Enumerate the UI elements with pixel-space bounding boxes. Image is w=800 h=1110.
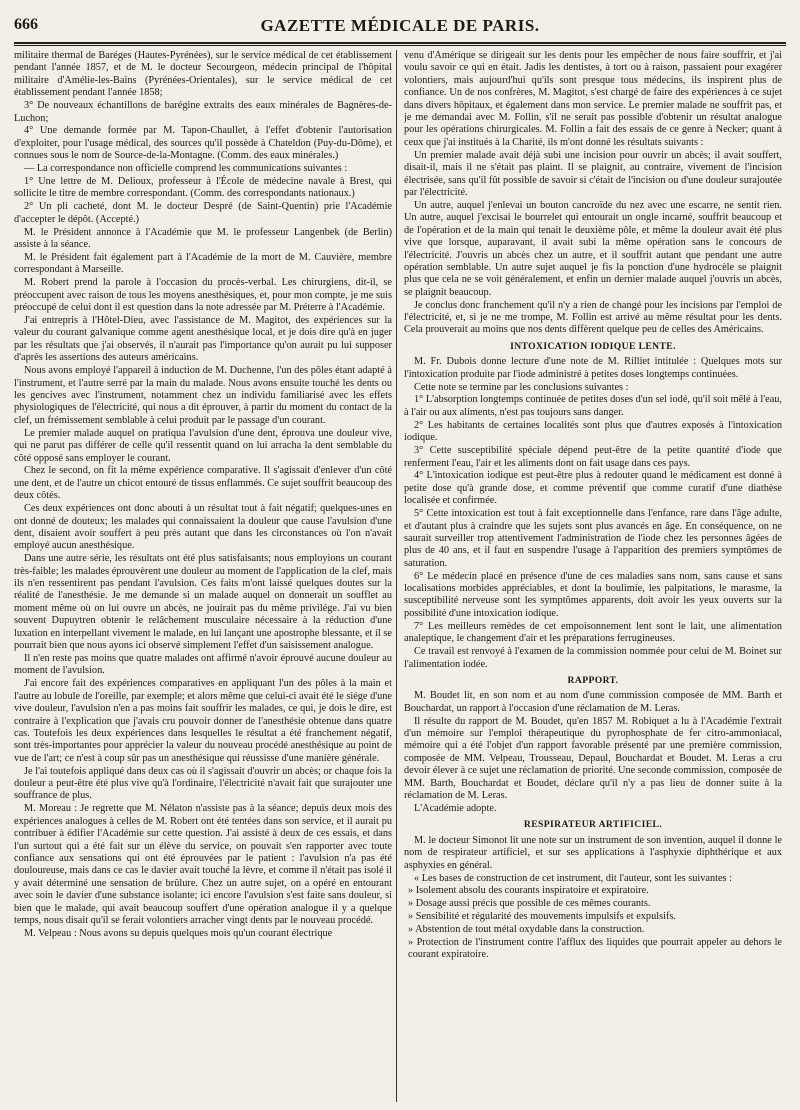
header-rule-thin <box>14 45 786 46</box>
paragraph: 4° L'intoxication iodique est peut-être plus à redouter quand le médicament est donné à petite dose qu'à grande dose, et comme préventif que comme curatif d'une diathèse localisée et confirmée. <box>404 470 782 507</box>
paragraph: M. Velpeau : Nous avons su depuis quelques mois qu'un courant électrique <box>24 927 333 939</box>
paragraph: venu d'Amérique se dirigeait sur les dents pour les empêcher de nous faire souffrir, et j'ai voulu savoir ce qui en était. Jadis les dentistes, à tort ou à raison, passaient pour exagérer volontiers, mais aujourd'hui qu'ils sont presque tous médecins, ils inspirent plus de confiance. Un de nos confrères, M. Magitot, s'est chargé de faire des expériences à ce sujet dans divers hôpitaux, et également dans mon service. Le premier malade ne souffrit pas, et je me demandai avec M. Follin, s'il ne serait pas possible d'obtenir un résultat analogue pour les opérations chirurgicales. M. Follin a fait des essais de ce genre à Necker; quant à ceux que j'ai institués à la Charité, ils m'ont donné les résultats suivants : <box>404 50 782 148</box>
quote-line: » Protection de l'instrument contre l'afflux des liquides que pourrait appeler au dehors le courant expiratoire. <box>408 937 782 961</box>
paragraph: M. le Président annonce à l'Académie que M. le professeur Langenbek (de Berlin) assiste à la séance. <box>14 226 392 251</box>
paragraph: 2° Les habitants de certaines localités sont plus que d'autres exposés à l'intoxication iodique. <box>404 419 782 444</box>
paragraph: Le premier malade auquel on pratiqua l'avulsion d'une dent, éprouva une douleur vive, qui ne parut pas différer de celle qu'il ressentit quand on lui arracha la dent semblable du côté opposé sans employer le courant. <box>14 427 392 464</box>
quote-line: » Dosage aussi précis que possible de ces mêmes courants. <box>408 898 651 910</box>
paragraph: M. Fr. Dubois donne lecture d'une note de M. Rilliet intitulée : Quelques mots sur l'intoxication produite par l'iode administré à petites doses longtemps continuées. <box>404 356 782 380</box>
section-heading-iodique: INTOXICATION IODIQUE LENTE. <box>510 340 676 352</box>
paragraph: L'Académie adopte. <box>414 802 497 814</box>
paragraph: 4° Une demande formée par M. Tapon-Chaullet, à l'effet d'obtenir l'autorisation d'exploiter, pour l'usage médical, des sources qu'il possède à Chateldon (Puy-du-Dôme), et connues sous le nom de Source-de-la-Montagne. (Comm. des eaux minérales.) <box>14 125 392 162</box>
paragraph: Ce travail est renvoyé à l'examen de la commission nommée pour celui de M. Boinet sur l'alimentation iodée. <box>404 646 782 670</box>
paragraph: J'ai encore fait des expériences comparatives en appliquant l'un des pôles à la main et l'autre au lobule de l'oreille, par exemple; et alors même que celui-ci avait été le siége d'une vive douleur, l'avulsion n'en a pas moins fait souffrir les malades, ce qui, je dois le dire, est contraire à l'explication que j'avais cru pouvoir donner de l'anesthésie obtenue dans quatre cas. Toutefois les deux expériences dans lesquelles le résultat a été franchement négatif, sont très-importantes pour apprécier la valeur du nouveau procédé anesthésique au point de vue de l'art; ce n'est à coup sûr pas un anesthésique qui réussisse d'une manière générale. <box>14 678 392 764</box>
paragraph: Nous avons employé l'appareil à induction de M. Duchenne, l'un des pôles étant adapté à l'instrument, et l'autre serré par la main du malade. Nous avons ensuite touché les dents ou les gencives avec l'instrument, notamment chez un individu familiarisé avec les effets physiologiques de l'électricité, qui nous a dit éprouver, à partir du moment du contact de la clef, un frémissement semblable à celui produit par le passage d'un courant. <box>14 365 392 426</box>
paragraph: 2° Un pli cacheté, dont M. le docteur Despré (de Saint-Quentin) prie l'Académie d'accepter le dépôt. (Accepté.) <box>14 201 392 225</box>
section-heading-rapport: RAPPORT. <box>567 674 619 686</box>
left-column <box>14 50 392 1102</box>
section-heading-respirateur: RESPIRATEUR ARTIFICIEL. <box>523 819 663 831</box>
paragraph: Cette note se termine par les conclusions suivantes : <box>414 381 629 393</box>
paragraph: 1° Une lettre de M. Delioux, professeur à l'École de médecine navale à Brest, qui sollicite le titre de membre correspondant. (Comm. des correspondants nationaux.) <box>14 176 392 200</box>
paragraph: Dans une autre série, les résultats ont été plus satisfaisants; nous employions un courant très-faible; les malades éprouvèrent une douleur au moment de l'application de la clef, mais ils n'en ressentirent pas pendant l'avulsion. Ces faits m'ont laissé quelques doutes sur la réalité de l'anesthésie. Je me demande si un malade auquel on donnerait un soufflet au moment même où on lui ouvre un abcès, ne jouirait pas du même privilége. J'ai vu bien souvent Dupuytren obtenir le relâchement musculaire nécessaire à la réduction d'une luxation en interpellant vivement le malade, en lui lançant une apostrophe blessante, et il se pourrait bien que nous ayons ici observé simplement l'effet d'un saisissement analogue. <box>14 553 392 652</box>
paragraph: Je conclus donc franchement qu'il n'y a rien de changé pour les incisions par l'emploi de l'électricité, et, si je ne me trompe, M. Follin est arrivé au même résultat pour les dents. Cela prouverait au moins que nos dents diffèrent quelque peu de celles des Américains. <box>404 299 782 336</box>
journal-title: GAZETTE MÉDICALE DE PARIS. <box>260 16 540 35</box>
paragraph: Je l'ai toutefois appliqué dans deux cas où il s'agissait d'ouvrir un abcès; or chaque fois la douleur a peut-être été plus vive qu'à l'ordinaire, l'électricité n'avait fait que surajouter une souffrance de plus. <box>14 765 392 802</box>
page-number: 666 <box>14 16 38 33</box>
paragraph: Chez le second, on fit la même expérience comparative. Il s'agissait d'enlever d'un côté une dent, et de l'autre un chicot entouré de tissus enflammés. Ce sujet souffrit beaucoup des deux côtés. <box>14 465 392 502</box>
paragraph: 3° Cette susceptibilité spéciale dépend peut-être de la petite quantité d'iode que renferment l'eau, l'air et les aliments dont on fait usage dans ces pays. <box>404 445 782 469</box>
column-divider <box>396 50 397 1102</box>
paragraph: Un premier malade avait déjà subi une incision pour ouvrir un abcès; il avait souffert, disait-il, mais il ne s'était pas plaint. Il se plaignit, au contraire, vivement de l'incision électrisée, sans qu'il fût possible de savoir si c'était de l'incision ou d'une douleur surajoutée par l'électricité. <box>404 149 782 198</box>
paragraph: Un autre, auquel j'enlevai un bouton cancroïde du nez avec une escarre, ne sentit rien. Un autre, auquel j'excisai le bourrelet qui entourait un ongle incarné, souffrit beaucoup et de l'opération et de la main qui tenait le deuxième pôle, et même la douleur avait été plus vive que lorsque, auparavant, il avait subi la même opération sans le concours de l'électricité. J'ouvris un abcès chez un autre, et il souffrit autant que pendant une autre opération semblable. Un autre sujet auquel je fis la ponction d'une hydrocèle se plaignit plus que cela ne se voit généralement, et enfin un dernier malade auquel j'ouvris un abcès, se plaignit beaucoup. <box>404 199 782 298</box>
quote-line: » Abstention de tout métal oxydable dans la construction. <box>408 924 645 936</box>
paragraph: Ces deux expériences ont donc abouti à un résultat tout à fait négatif; quelques-unes en ont donné de douteux; les malades qui connaissaient la douleur que cause l'avulsion d'une dent, disaient avoir souffert à peu près autant que dans les circonstances où l'on n'avait employé aucun anesthésique. <box>14 503 392 552</box>
paragraph: 7° Les meilleurs remèdes de cet empoisonnement lent sont le lait, une alimentation analeptique, le changement d'air et les préparations ferrugineuses. <box>404 620 782 645</box>
paragraph: 6° Le médecin placé en présence d'une de ces maladies sans nom, sans cause et sans localisations morbides appréciables, et dont la boulimie, les palpitations, le marasme, la susceptibilité nerveuse sont les symptômes apparents, doit avoir les yeux ouverts sur la possibilité d'une intoxication iodique. <box>404 570 782 619</box>
paragraph: « Les bases de construction de cet instrument, dit l'auteur, sont les suivantes : <box>414 872 733 884</box>
paragraph: Il résulte du rapport de M. Boudet, qu'en 1857 M. Robiquet a lu à l'Académie l'extrait d'un mémoire sur l'emploi thérapeutique du pyrophosphate de fer citro-ammoniacal, mémoire qui a été l'objet d'un rapport favorable présenté par une première commission, composée de MM. Velpeau, Trousseau, Depaul, Bouchardat et Boudet. M. Leras a cru devoir élever à ce sujet une réclamation de priorité. Une seconde commission, composée de MM. Barth, Bouchardat et Boudet, déclare qu'il n'y a pas lieu de donner suite à la réclamation de M. Leras. <box>404 715 782 802</box>
paragraph: M. Robert prend la parole à l'occasion du procès-verbal. Les chirurgiens, dit-il, se préoccupent avec raison de tous les moyens anesthésiques, et, pour mon compte, je me suis préoccupé de celui dont il est question dans la note adressée par M. Préterre à l'Académie. <box>14 277 392 314</box>
header-rule <box>14 42 786 44</box>
paragraph: M. le Président fait également part à l'Académie de la mort de M. Cauvière, membre correspondant à Marseille. <box>14 252 392 276</box>
right-column <box>404 50 782 1102</box>
paragraph: Il n'en reste pas moins que quatre malades ont affirmé n'avoir éprouvé aucune douleur au moment de l'avulsion. <box>14 653 392 677</box>
paragraph: M. Moreau : Je regrette que M. Nélaton n'assiste pas à la séance; depuis deux mois des expériences analogues à celles de M. Robert ont été tentées dans son service, et il aurait pu contribuer à édifier l'Académie sur cette question. J'ai assisté à deux de ces essais, et dans l'un surtout qui a été fait sur un élève du service, on pouvait s'en rapporter avec toute confiance aux sensations qui ont été éprouvées par le patient : l'avulsion n'a pas été douloureuse, mais dans ce cas le davier avait touché la lèvre, et comme il n'était pas isolé il y avait déterminé une sensation de brûlure. Chez un autre sujet, on a opéré en entourant avec soin le davier d'une substance isolante; ici encore l'avulsion s'est faite sans douleur, si bien que le malade, qui avait beaucoup souffert d'une opération analogue il y a quelque temps, nous disait qu'il se ferait volontiers arracher vingt dents par le nouveau procédé. <box>14 803 392 927</box>
paragraph: M. Boudet lit, en son nom et au nom d'une commission composée de MM. Barth et Bouchardat, un rapport à l'occasion d'une réclamation de M. Leras. <box>404 690 782 714</box>
paragraph: 3° De nouveaux échantillons de barégine extraits des eaux minérales de Bagnères-de-Luchon; <box>14 100 392 124</box>
paragraph: — La correspondance non officielle comprend les communications suivantes : <box>24 163 348 175</box>
paragraph: 1° L'absorption longtemps continuée de petites doses d'un sel iodé, qu'il soit mêlé à l'eau, à l'air ou aux aliments, n'est pas toujours sans danger. <box>404 394 782 418</box>
paragraph: M. le docteur Simonot lit une note sur un instrument de son invention, auquel il donne le nom de respirateur artificiel, et sur ses applications à l'asphyxie diphthérique et aux asphyxies en général. <box>404 834 782 871</box>
page-header <box>14 16 786 38</box>
paragraph: militaire thermal de Baréges (Hautes-Pyrénées), sur le service médical de cet établissement pendant l'année 1857, et de M. le docteur Secourgeon, médecin principal de l'hôpital militaire d'Amélie-les-Bains (Pyrénées-Orientales), sur le service médical de cet établissement pendant l'année 1858; <box>14 50 392 99</box>
quote-line: » Sensibilité et régularité des mouvements impulsifs et expulsifs. <box>408 911 676 923</box>
paragraph: J'ai entrepris à l'Hôtel-Dieu, avec l'assistance de M. Magitot, des expériences sur la valeur du courant galvanique comme agent anesthésique local, et je dois dire qu'à en juger par les résultats que j'ai observés, il n'aurait pas l'importance qu'on aurait pu lui supposer d'après les assertions des auteurs américains. <box>14 315 392 364</box>
paragraph: 5° Cette intoxication est tout à fait exceptionnelle dans l'enfance, rare dans l'âge adulte, et d'autant plus à craindre que les sujets sont plus avancés en âge. En conséquence, on ne saurait surveiller trop attentivement l'administration de l'iode chez les personnes âgées de plus de 40 ans, et il faut en suspendre l'usage à l'apparition des premiers symptômes de saturation. <box>404 508 782 569</box>
quote-line: » Isolement absolu des courants inspiratoire et expiratoire. <box>408 885 649 897</box>
